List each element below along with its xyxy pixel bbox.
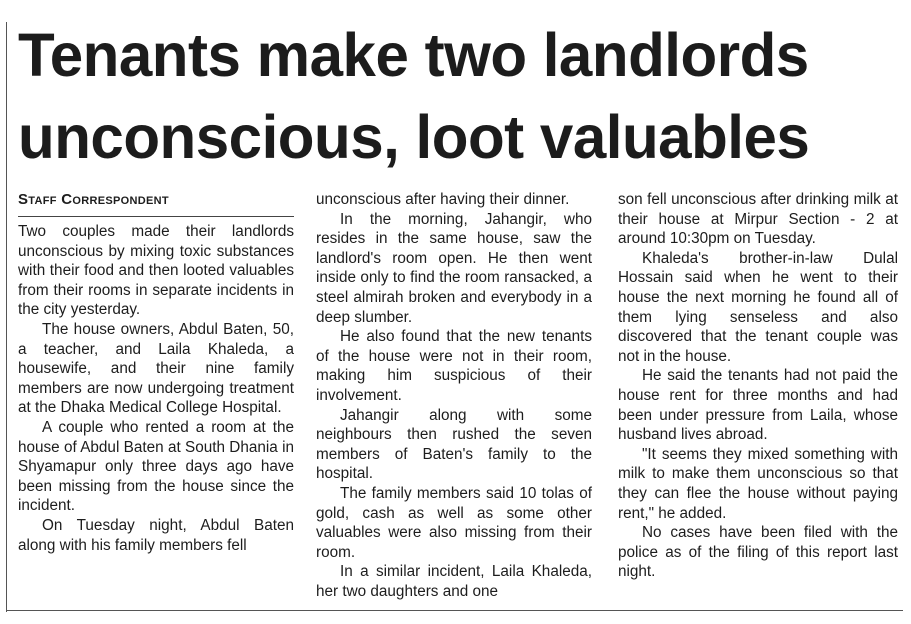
paragraph: unconscious after having their dinner. — [316, 191, 570, 208]
column-1 — [18, 190, 294, 555]
byline: Staff Correspondent — [18, 190, 294, 217]
paragraph: Two couples made their landlords unconscious by mixing toxic substances with their food and then looted valuables from their rooms in separate incidents in the city yesterday. — [18, 223, 294, 319]
headline-line-1: Tenants make two landlords — [18, 21, 809, 89]
paragraph: The house owners, Abdul Baten, 50, a teacher, and Laila Khaleda, a housewife, and their nine family members are now undergoing treatment at the Dhaka Medical College Hospital. — [18, 320, 294, 417]
paragraph: On Tuesday night, Abdul Baten along with his family members fell — [18, 516, 294, 554]
column-2 — [316, 190, 592, 601]
paragraph: The family members said 10 tolas of gold, cash as well as some other valuables were also missing from their room. — [316, 484, 592, 561]
left-column-rule — [6, 22, 7, 612]
paragraph: A couple who rented a room at the house of Abdul Baten at South Dhania in Shyamapur only three days ago have been missing from the house since the incident. — [18, 418, 294, 515]
paragraph: Jahangir along with some neighbours then rushed the seven members of Baten's family to the hospital. — [316, 406, 592, 483]
paragraph: No cases have been filed with the police as of the filing of this report last night. — [618, 524, 898, 581]
paragraph: He also found that the new tenants of the house were not in their room, making him suspicious of their involvement. — [316, 328, 592, 404]
paragraph: He said the tenants had not paid the house rent for three months and had been under pressure from Laila, whose husband lives abroad. — [618, 367, 898, 444]
paragraph: son fell unconscious after drinking milk at their house at Mirpur Section - 2 at around 10:30pm on Tuesday. — [618, 191, 898, 248]
paragraph: In a similar incident, Laila Khaleda, her two daughters and one — [316, 563, 592, 600]
paragraph: In the morning, Jahangir, who resides in the same house, saw the landlord's room open. He then went inside only to find the room ransacked, a steel almirah broken and everybody in a deep slumber. — [316, 210, 592, 326]
paragraph: Khaleda's brother-in-law Dulal Hossain said when he went to their house the next morning he found all of them lying senseless and also discovered that the tenant couple was not in the house. — [618, 249, 898, 365]
column-3 — [618, 190, 898, 582]
headline — [18, 14, 890, 178]
bottom-rule — [6, 610, 903, 611]
paragraph: "It seems they mixed something with milk to make them unconscious so that they can flee the house without paying rent," he added. — [618, 445, 898, 522]
headline-line-2: unconscious, loot valuables — [18, 103, 810, 171]
